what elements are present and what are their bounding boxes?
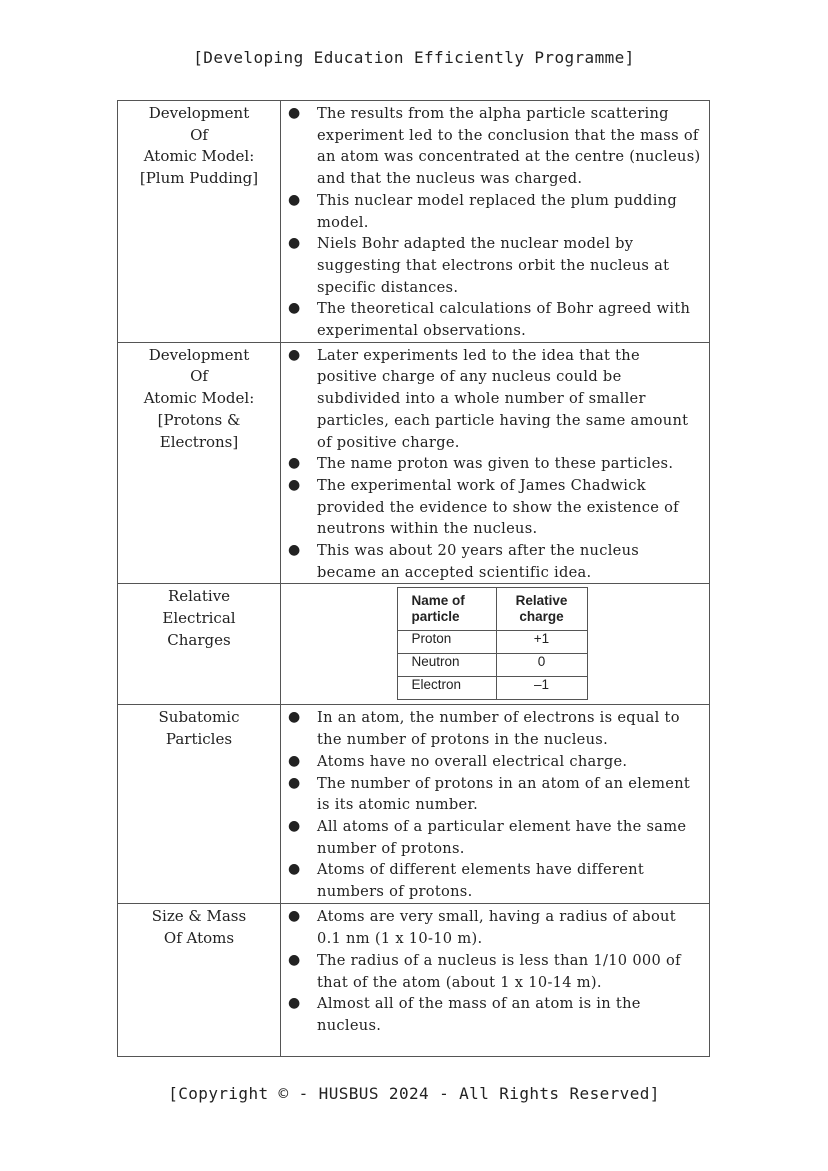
list-item [281,298,703,341]
page-footer: [Copyright © - HUSBUS 2024 - All Rights Reserved] [168,1084,660,1103]
label-line: Development [148,104,250,122]
table-row [118,584,710,705]
bullet-text: The number of protons in an atom of an element is its atomic number. [317,774,691,814]
charges-header-row [397,588,587,631]
table-row [118,342,710,584]
bullet-text: The experimental work of James Chadwick provided the evidence to show the existence of neutrons within the nucleus. [317,476,679,538]
bullet-text: Atoms have no overall electrical charge. [317,752,628,770]
label-line: Atomic Model: [143,147,255,166]
bullet-text: This nuclear model replaced the plum pudding model. [317,191,678,231]
row-label [118,705,281,904]
label-line: Charges [167,630,231,649]
bullet-text: Atoms of different elements have different numbers of protons. [317,861,645,901]
bullet-text: Atoms are very small, having a radius of about 0.1 nm (1 x 10-10 m). [317,908,676,948]
list-item [281,950,703,993]
list-item [281,859,703,902]
bullet-list [281,707,703,902]
row-content [281,705,710,904]
column-header: Relative charge [496,588,587,631]
list-item [281,540,703,583]
list-item [281,906,703,949]
bullet-icon: ● [288,817,301,834]
bullet-icon: ● [288,542,301,559]
bullet-text: In an atom, the number of electrons is equal to the number of protons in the nucleus. [317,709,680,749]
list-item [281,233,703,298]
list-item [281,475,703,540]
bullet-text: The name proton was given to these particles. [317,455,674,473]
label-line: Electrical [162,609,236,628]
bullet-icon: ● [288,235,301,252]
list-item [281,190,703,233]
bullet-icon: ● [288,191,301,208]
row-content [281,584,710,705]
bullet-text: This was about 20 years after the nucleus became an accepted scientific idea. [317,542,640,581]
table-row [397,631,587,654]
list-item [281,103,703,190]
bullet-icon: ● [288,951,301,968]
table-row [118,101,710,343]
list-item [281,816,703,859]
table-row [397,654,587,677]
table-row [397,677,587,700]
table-row [118,904,710,1057]
bullet-icon: ● [288,346,301,363]
row-content [281,342,710,584]
bullet-list [281,345,703,584]
row-content [281,904,710,1057]
label-line: [Protons & [157,410,241,429]
bullet-icon: ● [288,861,301,878]
label-line: Electrons] [159,432,239,451]
particle-charge: +1 [496,631,587,654]
list-item [281,773,703,816]
bullet-text: Niels Bohr adapted the nuclear model by suggesting that electrons orbit the nucleus at specific distances. [317,235,670,296]
bullet-icon: ● [288,300,301,317]
bullet-icon: ● [288,455,301,472]
row-label [118,584,281,705]
label-line: Particles [165,730,233,749]
bullet-icon: ● [288,995,301,1012]
particle-charge: 0 [496,654,587,677]
label-line: Of [190,125,208,144]
bullet-list [281,906,703,1036]
page-header: [Developing Education Efficiently Programme] [193,48,635,67]
label-line: Relative [167,587,231,606]
bullet-text: The results from the alpha particle scattering experiment led to the conclusion that the mass of an atom was concentrated at the centre (nucleus) and that the nucleus was charged. [317,105,701,188]
list-item [281,345,703,454]
label-line: [Plum Pudding] [139,169,259,188]
row-label [118,342,281,584]
bullet-list [281,103,703,342]
list-item [281,453,703,475]
bullet-text: The theoretical calculations of Bohr agreed with experimental observations. [317,300,691,340]
notes-table [117,100,710,1057]
row-content [281,101,710,343]
charges-table [397,587,588,700]
particle-name: Neutron [397,654,496,677]
label-line: Subatomic [158,708,240,727]
label-line: Atomic Model: [143,389,255,408]
bullet-text: Almost all of the mass of an atom is in the nucleus. [317,995,641,1034]
bullet-icon: ● [288,752,301,769]
label-line: Of [190,367,208,386]
row-label [118,101,281,343]
bullet-icon: ● [288,774,301,791]
bullet-text: The radius of a nucleus is less than 1/10 000 of that of the atom (about 1 x 10-14 m). [317,951,681,991]
particle-name: Electron [397,677,496,700]
label-line: Of Atoms [163,929,235,948]
table-row [118,705,710,904]
label-line: Development [148,345,250,364]
bullet-text: Later experiments led to the idea that the positive charge of any nucleus could be subdivided into a whole number of smaller particles, each particle having the same amount of positive charge. [317,346,689,451]
bullet-icon: ● [288,476,301,493]
label-line: Size & Mass [151,907,247,926]
bullet-text: All atoms of a particular element have the same number of protons. [317,817,687,857]
bullet-icon: ● [288,908,301,925]
list-item [281,993,703,1036]
list-item [281,751,703,773]
list-item [281,707,703,750]
bullet-icon: ● [288,709,301,726]
bullet-icon: ● [288,105,301,121]
particle-name: Proton [397,631,496,654]
column-header: Name of particle [397,588,496,631]
particle-charge: –1 [496,677,587,700]
row-label [118,904,281,1057]
